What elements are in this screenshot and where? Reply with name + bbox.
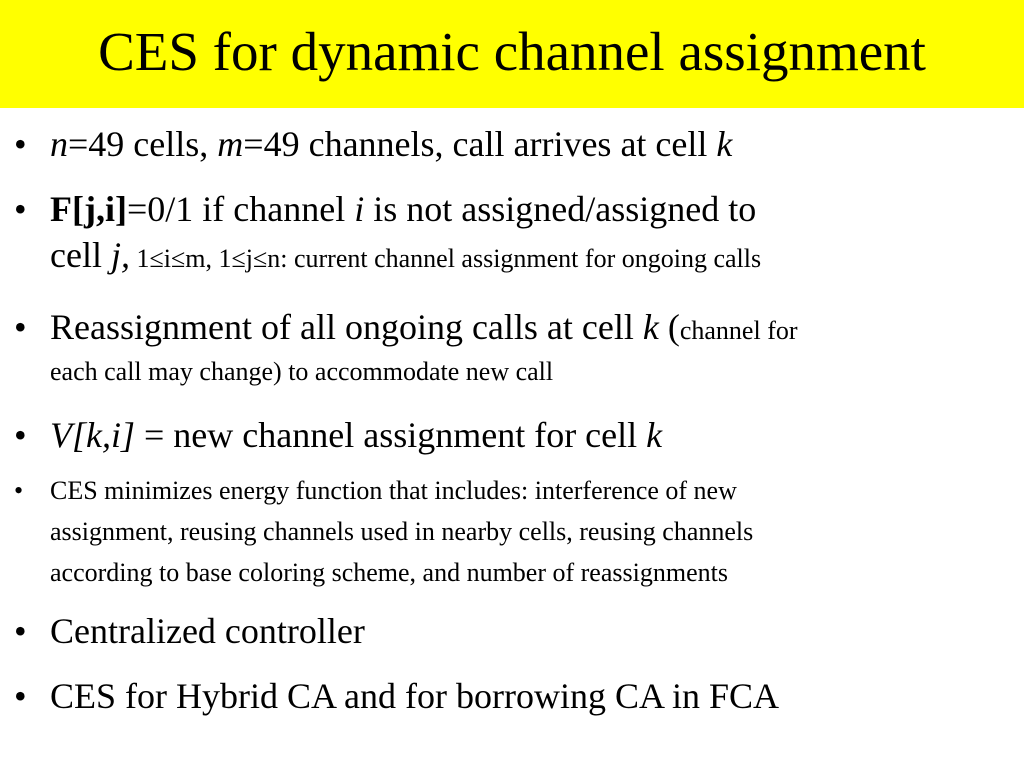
var-i: i <box>354 189 365 229</box>
bullet-marker: • <box>14 476 24 505</box>
bullet-text <box>50 121 1010 167</box>
bullet-text <box>50 186 1010 282</box>
bullet-marker: • <box>14 124 27 164</box>
bullet-marker: • <box>14 307 27 347</box>
energy-line-2: assignment, reusing channels used in nearby cells, reusing channels <box>50 517 754 546</box>
var-n: n <box>50 124 68 164</box>
var-k: k <box>716 124 733 164</box>
f-matrix-text-a: =0/1 if channel <box>126 189 355 229</box>
bullet-marker: • <box>14 611 27 651</box>
var-k: k <box>642 307 659 347</box>
bullet-text: CES for Hybrid CA and for borrowing CA in FCA <box>50 676 779 716</box>
reassignment-note-b: each call may change) to accommodate new call <box>50 357 554 386</box>
v-matrix-term: V[k,i] <box>50 415 135 455</box>
energy-line-3: according to base coloring scheme, and number of reassignments <box>50 558 728 587</box>
var-j: j, <box>110 235 130 275</box>
bullet-marker: • <box>14 189 27 229</box>
bullet-text <box>50 470 1010 593</box>
bullet-text <box>50 412 1010 458</box>
channels-count-text: =49 channels, call arrives at cell <box>243 124 717 164</box>
f-matrix-term: F[j,i] <box>50 189 127 229</box>
reassignment-note-a: channel for <box>679 316 798 345</box>
slide-title: CES for dynamic channel assignment <box>98 21 926 82</box>
cells-count-text: =49 cells, <box>68 124 218 164</box>
var-m: m <box>217 124 244 164</box>
v-matrix-text-a: = new channel assignment for cell <box>135 415 647 455</box>
f-matrix-text-b: is not assigned/assigned to <box>364 189 757 229</box>
energy-line-1: CES minimizes energy function that includes: interference of new <box>50 476 737 505</box>
title-bar <box>0 0 1024 108</box>
reassignment-text-a: Reassignment of all ongoing calls at cell <box>50 307 643 347</box>
reassignment-paren: ( <box>658 307 680 347</box>
f-matrix-text-c: cell <box>50 235 111 275</box>
bullet-marker: • <box>14 415 27 455</box>
var-k: k <box>646 415 663 455</box>
bullet-text <box>50 304 1010 390</box>
bullet-marker: • <box>14 676 27 716</box>
bullet-text: Centralized controller <box>50 611 365 651</box>
f-matrix-note: 1≤i≤m, 1≤j≤n: current channel assignment for ongoing calls <box>129 244 762 273</box>
